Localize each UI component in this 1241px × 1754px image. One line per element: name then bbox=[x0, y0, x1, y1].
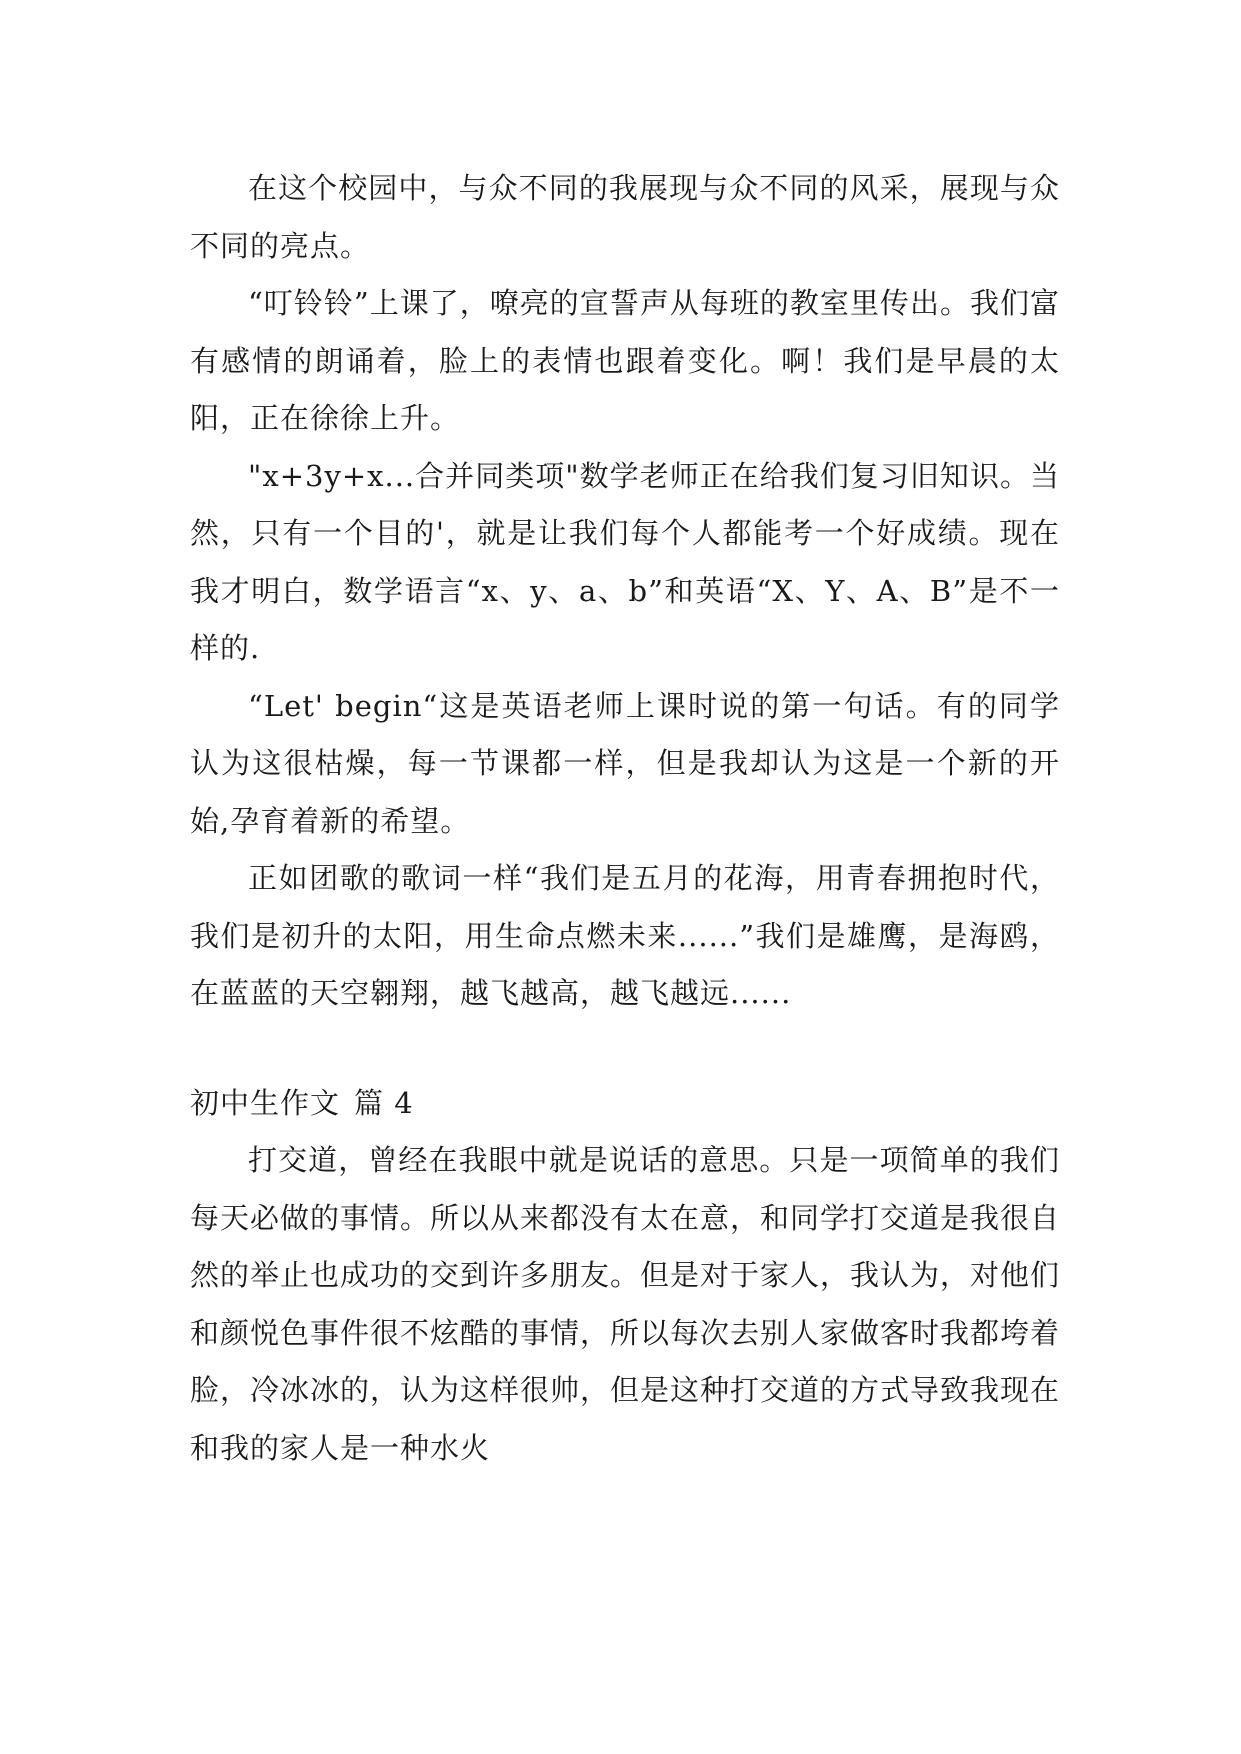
section-number: 篇 4 bbox=[354, 1085, 414, 1120]
document-page bbox=[190, 160, 1060, 1477]
section-heading bbox=[190, 1075, 1060, 1133]
paragraph: 正如团歌的歌词一样“我们是五月的花海，用青春拥抱时代，我们是初升的太阳，用生命点燃未来......”我们是雄鹰，是海鸥，在蓝蓝的天空翱翔，越飞越高，越飞越远...... bbox=[190, 861, 1060, 1010]
paragraph: “叮铃铃”上课了，嘹亮的宣誓声从每班的教室里传出。我们富有感情的朗诵着，脸上的表情也跟着变化。啊！我们是早晨的太阳，正在徐徐上升。 bbox=[190, 286, 1060, 435]
section-title: 初中生作文 bbox=[190, 1085, 341, 1120]
paragraph: “Let' begin“这是英语老师上课时说的第一句话。有的同学认为这很枯燥，每一节课都一样，但是我却认为这是一个新的开始,孕育着新的希望。 bbox=[190, 688, 1060, 838]
paragraph: 在这个校园中，与众不同的我展现与众不同的风采，展现与众不同的亮点。 bbox=[190, 171, 1060, 263]
paragraph: 打交道，曾经在我眼中就是说话的意思。只是一项简单的我们每天必做的事情。所以从来都没有太在意，和同学打交道是我很自然的举止也成功的交到许多朋友。但是对于家人，我认为，对他们和颜悦色事件很不炫酷的事情，所以每次去别人家做客时我都垮着脸，冷冰冰的，认为这样很帅，但是这种打交道的方式导致我现在和我的家人是一种水火 bbox=[190, 1143, 1061, 1465]
paragraph: "x+3y+x...合并同类项"数学老师正在给我们复习旧知识。当然，只有一个目的'，就是让我们每个人都能考一个好成绩。现在我才明白，数学语言“x、y、a、b”和英语“X、Y、A、B”是不一样的. bbox=[190, 458, 1060, 665]
